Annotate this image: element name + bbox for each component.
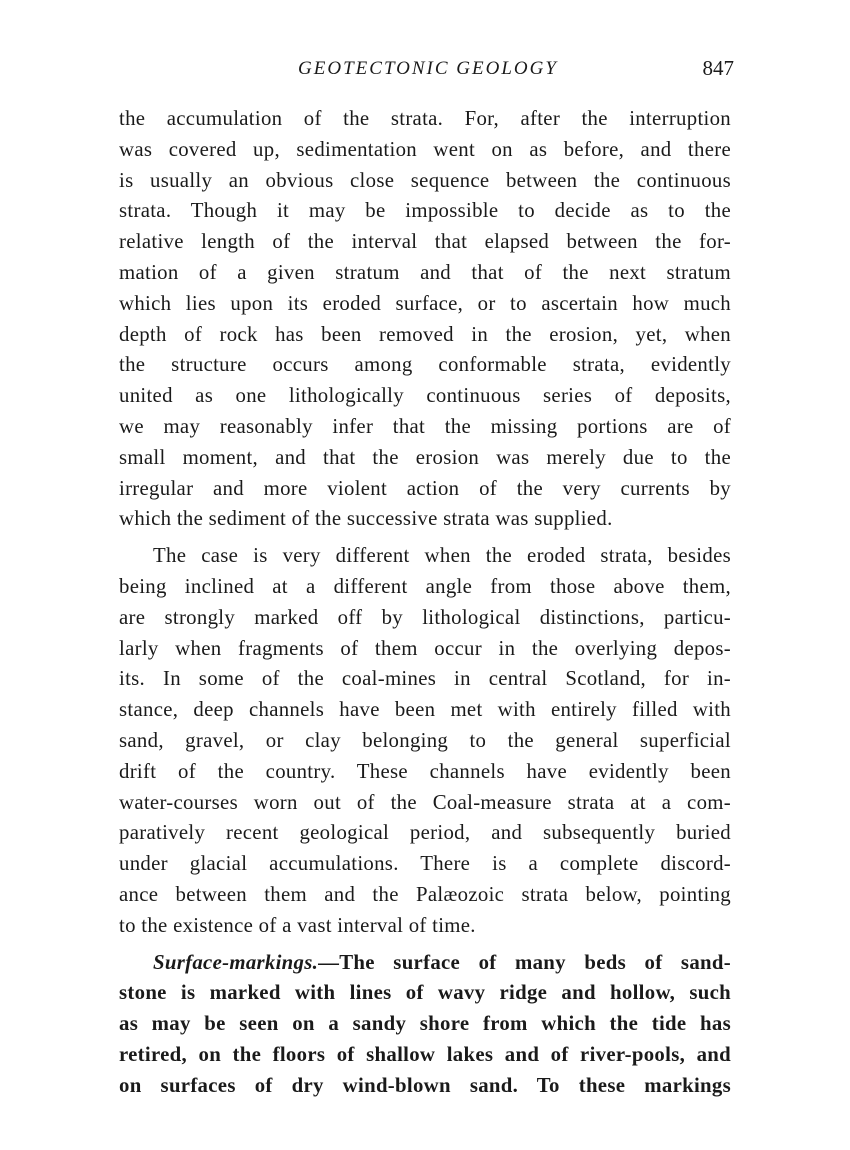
paragraph-unconformity-erosion [119, 104, 731, 535]
running-title: GEOTECTONIC GEOLOGY [298, 58, 558, 79]
text-line: depth of rock has been removed in the erosion, yet, when [119, 322, 731, 346]
text-line: stone is marked with lines of wavy ridge and hollow, such [119, 981, 731, 1005]
text-line: was covered up, sedimentation went on as before, and there [119, 137, 731, 161]
running-head [118, 58, 738, 90]
paragraph-eroded-strata [119, 541, 731, 941]
text-line: its. In some of the coal-mines in central Scotland, for in- [119, 667, 731, 691]
text-line: ance between them and the Palæozoic strata below, pointing [119, 882, 731, 906]
text-line: which the sediment of the successive strata was supplied. [119, 507, 613, 531]
text-line: as may be seen on a sandy shore from which the tide has [119, 1012, 731, 1036]
paragraph-surface-markings [119, 948, 731, 1102]
text-line: irregular and more violent action of the very currents by [119, 476, 731, 500]
text-line: larly when fragments of them occur in the overlying depos- [119, 636, 731, 660]
text-line: united as one lithologically continuous series of deposits, [119, 384, 731, 408]
body-text [119, 104, 731, 1102]
text-line: water-courses worn out of the Coal-measure strata at a com- [119, 790, 731, 814]
text-line: mation of a given stratum and that of the next stratum [119, 260, 731, 284]
text-line: which lies upon its eroded surface, or to ascertain how much [119, 291, 731, 315]
text-line: retired, on the floors of shallow lakes and of river-pools, and [119, 1042, 731, 1066]
page-number: 847 [702, 56, 734, 80]
text-line: to the existence of a vast interval of time. [119, 913, 476, 937]
text-line: sand, gravel, or clay belonging to the general superficial [119, 728, 731, 752]
text-line: stance, deep channels have been met with entirely filled with [119, 698, 731, 722]
text-line: the structure occurs among conformable strata, evidently [119, 353, 731, 377]
text-line: under glacial accumulations. There is a complete discord- [119, 852, 731, 876]
text-line: drift of the country. These channels have evidently been [119, 759, 731, 783]
text-line: relative length of the interval that elapsed between the for- [119, 230, 731, 254]
text-line: on surfaces of dry wind-blown sand. To these markings [119, 1073, 731, 1097]
text-line: paratively recent geological period, and subsequently buried [119, 821, 731, 845]
text-line [119, 948, 731, 979]
text-line: strata. Though it may be impossible to decide as to the [119, 199, 731, 223]
text-line: small moment, and that the erosion was merely due to the [119, 445, 731, 469]
text-line: The case is very different when the eroded strata, besides [153, 544, 731, 568]
section-heading-surface-markings: Surface-markings. [153, 950, 319, 974]
text-line-rest: —The surface of many beds of sand- [318, 950, 731, 974]
text-line: are strongly marked off by lithological distinctions, particu- [119, 605, 731, 629]
text-line: the accumulation of the strata. For, after the interruption [119, 107, 731, 130]
text-line: is usually an obvious close sequence between the continuous [119, 168, 731, 192]
text-line: we may reasonably infer that the missing portions are of [119, 414, 731, 438]
text-line: being inclined at a different angle from those above them, [119, 574, 731, 598]
